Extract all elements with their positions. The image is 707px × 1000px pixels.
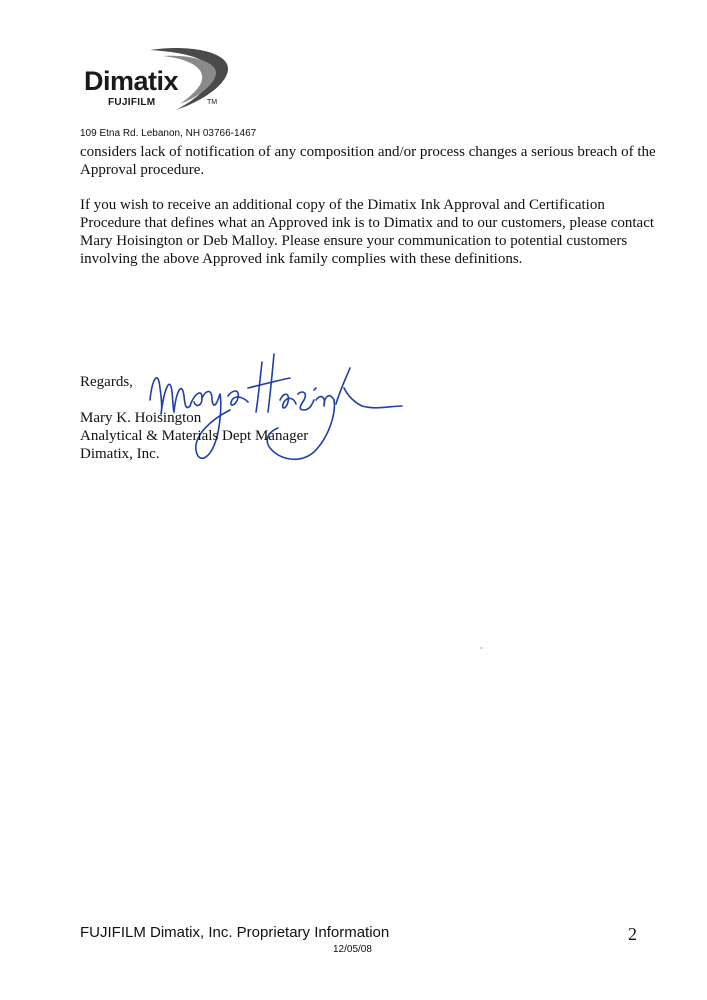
company-address: 109 Etna Rd. Lebanon, NH 03766-1467 bbox=[80, 128, 257, 139]
logo-trademark: TM bbox=[207, 99, 218, 106]
signature-icon bbox=[140, 340, 410, 470]
signer-company: Dimatix, Inc. bbox=[80, 446, 160, 462]
signer-name: Mary K. Hoisington bbox=[80, 410, 202, 426]
company-logo bbox=[80, 44, 240, 124]
logo-wordmark: Dimatix bbox=[84, 66, 179, 96]
handwritten-signature bbox=[140, 340, 410, 475]
page-number: 2 bbox=[628, 924, 637, 944]
signer-title: Analytical & Materials Dept Manager bbox=[80, 428, 309, 444]
body-paragraph-1: considers lack of notification of any composition and/or process changes a serious breach of the Approval procedure. bbox=[80, 144, 656, 178]
footer-date: 12/05/08 bbox=[333, 944, 372, 955]
scan-speck bbox=[480, 647, 483, 649]
logo-subtitle: FUJIFILM bbox=[108, 97, 156, 108]
body-paragraph-2: If you wish to receive an additional copy of the Dimatix Ink Approval and Certification Procedure that defines what an Approved ink is to Dimatix and to our customers, please contact Mary Hoisington or Deb Malloy. Please ensure your communication to potential customers involving the above Approved ink family complies with these definitions. bbox=[80, 197, 655, 267]
salutation: Regards, bbox=[80, 374, 133, 390]
footer-proprietary-notice: FUJIFILM Dimatix, Inc. Proprietary Information bbox=[80, 924, 390, 941]
